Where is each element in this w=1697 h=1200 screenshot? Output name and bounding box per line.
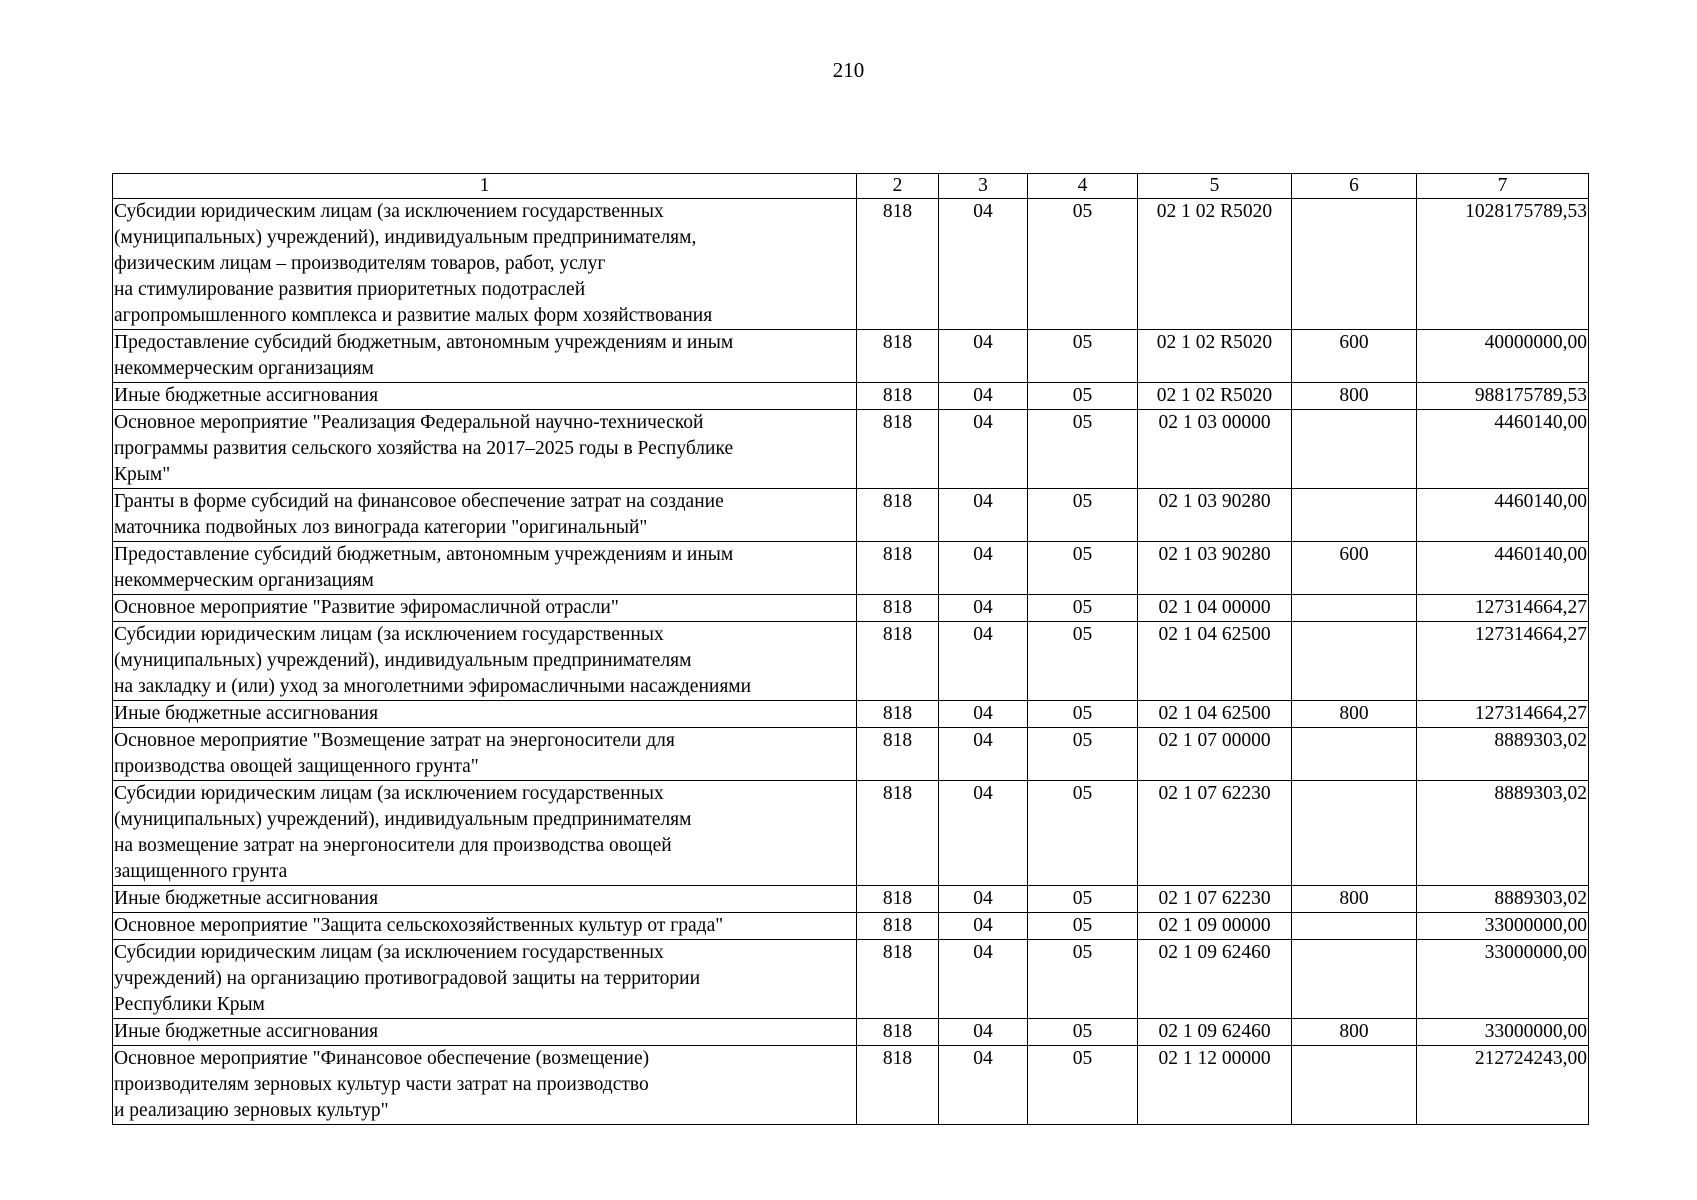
cell-target-article: 02 1 07 62230: [1138, 781, 1292, 886]
cell-subsection-code: 05: [1028, 913, 1138, 940]
table-row: [113, 886, 1589, 913]
cell-subsection-code: 05: [1028, 728, 1138, 781]
table-row: [113, 622, 1589, 701]
cell-ministry-code: 818: [857, 595, 939, 622]
column-header: 6: [1292, 174, 1417, 199]
cell-amount: 33000000,00: [1417, 913, 1589, 940]
cell-ministry-code: 818: [857, 701, 939, 728]
cell-ministry-code: 818: [857, 940, 939, 1019]
cell-ministry-code: 818: [857, 410, 939, 489]
cell-section-code: 04: [939, 330, 1028, 383]
cell-expense-type: [1292, 940, 1417, 1019]
cell-expense-type: [1292, 410, 1417, 489]
cell-target-article: 02 1 12 00000: [1138, 1046, 1292, 1125]
cell-target-article: 02 1 04 62500: [1138, 701, 1292, 728]
column-header: 4: [1028, 174, 1138, 199]
row-description: Субсидии юридическим лицам (за исключением государственных (муниципальных) учреждений), индивидуальным предпринимателям на закладку и (или) уход за многолетними эфиромасличными насаждениями: [113, 622, 857, 701]
cell-subsection-code: 05: [1028, 383, 1138, 410]
cell-expense-type: [1292, 728, 1417, 781]
cell-subsection-code: 05: [1028, 595, 1138, 622]
row-description: Гранты в форме субсидий на финансовое обеспечение затрат на создание маточника подвойных лоз винограда категории "оригинальный": [113, 489, 857, 542]
cell-subsection-code: 05: [1028, 1019, 1138, 1046]
row-description: Иные бюджетные ассигнования: [113, 701, 857, 728]
row-description: Основное мероприятие "Реализация Федеральной научно-технической программы развития сельского хозяйства на 2017–2025 годы в Республике Крым": [113, 410, 857, 489]
table-row: [113, 199, 1589, 330]
cell-target-article: 02 1 04 00000: [1138, 595, 1292, 622]
row-description: Основное мероприятие "Защита сельскохозяйственных культур от града": [113, 913, 857, 940]
header-row: [113, 174, 1589, 199]
cell-section-code: 04: [939, 913, 1028, 940]
column-header: 1: [113, 174, 857, 199]
cell-section-code: 04: [939, 940, 1028, 1019]
cell-subsection-code: 05: [1028, 489, 1138, 542]
cell-section-code: 04: [939, 781, 1028, 886]
cell-target-article: 02 1 02 R5020: [1138, 199, 1292, 330]
cell-expense-type: 800: [1292, 383, 1417, 410]
cell-expense-type: [1292, 913, 1417, 940]
cell-section-code: 04: [939, 1019, 1028, 1046]
cell-amount: 33000000,00: [1417, 940, 1589, 1019]
cell-target-article: 02 1 09 62460: [1138, 1019, 1292, 1046]
row-description: Иные бюджетные ассигнования: [113, 383, 857, 410]
cell-amount: 127314664,27: [1417, 701, 1589, 728]
row-description: Основное мероприятие "Возмещение затрат на энергоносители для производства овощей защищенного грунта": [113, 728, 857, 781]
cell-target-article: 02 1 09 00000: [1138, 913, 1292, 940]
cell-ministry-code: 818: [857, 728, 939, 781]
cell-ministry-code: 818: [857, 199, 939, 330]
row-description: Субсидии юридическим лицам (за исключением государственных (муниципальных) учреждений), индивидуальным предпринимателям на возмещение затрат на энергоносители для производства овощей защищенного грунта: [113, 781, 857, 886]
cell-target-article: 02 1 03 00000: [1138, 410, 1292, 489]
cell-subsection-code: 05: [1028, 622, 1138, 701]
cell-amount: 212724243,00: [1417, 1046, 1589, 1125]
row-description: Предоставление субсидий бюджетным, автономным учреждениям и иным некоммерческим организациям: [113, 542, 857, 595]
table-row: [113, 383, 1589, 410]
cell-subsection-code: 05: [1028, 542, 1138, 595]
cell-ministry-code: 818: [857, 542, 939, 595]
cell-section-code: 04: [939, 383, 1028, 410]
cell-subsection-code: 05: [1028, 781, 1138, 886]
cell-subsection-code: 05: [1028, 940, 1138, 1019]
cell-expense-type: 600: [1292, 542, 1417, 595]
row-description: Иные бюджетные ассигнования: [113, 1019, 857, 1046]
table-row: [113, 781, 1589, 886]
cell-expense-type: [1292, 595, 1417, 622]
cell-ministry-code: 818: [857, 781, 939, 886]
cell-ministry-code: 818: [857, 622, 939, 701]
row-description: Иные бюджетные ассигнования: [113, 886, 857, 913]
cell-amount: 4460140,00: [1417, 410, 1589, 489]
cell-ministry-code: 818: [857, 913, 939, 940]
row-description: Основное мероприятие "Финансовое обеспечение (возмещение) производителям зерновых культур части затрат на производство и реализацию зерновых культур": [113, 1046, 857, 1125]
cell-section-code: 04: [939, 542, 1028, 595]
budget-table: [112, 173, 1589, 1125]
cell-amount: 1028175789,53: [1417, 199, 1589, 330]
cell-target-article: 02 1 07 00000: [1138, 728, 1292, 781]
cell-expense-type: [1292, 1046, 1417, 1125]
cell-ministry-code: 818: [857, 1046, 939, 1125]
cell-target-article: 02 1 04 62500: [1138, 622, 1292, 701]
cell-ministry-code: 818: [857, 330, 939, 383]
table-row: [113, 940, 1589, 1019]
cell-target-article: 02 1 07 62230: [1138, 886, 1292, 913]
column-header: 3: [939, 174, 1028, 199]
cell-expense-type: 800: [1292, 886, 1417, 913]
table-row: [113, 728, 1589, 781]
cell-amount: 127314664,27: [1417, 622, 1589, 701]
cell-target-article: 02 1 09 62460: [1138, 940, 1292, 1019]
cell-section-code: 04: [939, 622, 1028, 701]
cell-section-code: 04: [939, 728, 1028, 781]
cell-expense-type: [1292, 622, 1417, 701]
cell-section-code: 04: [939, 489, 1028, 542]
cell-ministry-code: 818: [857, 886, 939, 913]
cell-expense-type: 800: [1292, 701, 1417, 728]
row-description: Субсидии юридическим лицам (за исключением государственных (муниципальных) учреждений), индивидуальным предпринимателям, физическим лицам – производителям товаров, работ, услуг на стимулирование развития приоритетных подотраслей агропромышленного комплекса и развитие малых форм хозяйствования: [113, 199, 857, 330]
table-row: [113, 489, 1589, 542]
row-description: Предоставление субсидий бюджетным, автономным учреждениям и иным некоммерческим организациям: [113, 330, 857, 383]
cell-section-code: 04: [939, 595, 1028, 622]
row-description: Основное мероприятие "Развитие эфиромасличной отрасли": [113, 595, 857, 622]
table-row: [113, 410, 1589, 489]
cell-expense-type: [1292, 781, 1417, 886]
table-row: [113, 913, 1589, 940]
page-number: 210: [832, 58, 865, 82]
cell-section-code: 04: [939, 410, 1028, 489]
cell-amount: 8889303,02: [1417, 781, 1589, 886]
cell-subsection-code: 05: [1028, 1046, 1138, 1125]
cell-subsection-code: 05: [1028, 886, 1138, 913]
cell-section-code: 04: [939, 199, 1028, 330]
cell-ministry-code: 818: [857, 489, 939, 542]
cell-ministry-code: 818: [857, 383, 939, 410]
column-header: 2: [857, 174, 939, 199]
cell-subsection-code: 05: [1028, 199, 1138, 330]
cell-expense-type: [1292, 489, 1417, 542]
cell-expense-type: [1292, 199, 1417, 330]
cell-amount: 4460140,00: [1417, 542, 1589, 595]
cell-amount: 8889303,02: [1417, 886, 1589, 913]
cell-amount: 127314664,27: [1417, 595, 1589, 622]
cell-amount: 33000000,00: [1417, 1019, 1589, 1046]
cell-section-code: 04: [939, 886, 1028, 913]
column-header: 7: [1417, 174, 1589, 199]
cell-amount: 4460140,00: [1417, 489, 1589, 542]
cell-subsection-code: 05: [1028, 701, 1138, 728]
cell-amount: 8889303,02: [1417, 728, 1589, 781]
cell-amount: 988175789,53: [1417, 383, 1589, 410]
cell-subsection-code: 05: [1028, 330, 1138, 383]
table-row: [113, 1046, 1589, 1125]
cell-section-code: 04: [939, 701, 1028, 728]
column-header: 5: [1138, 174, 1292, 199]
table-row: [113, 1019, 1589, 1046]
cell-target-article: 02 1 02 R5020: [1138, 330, 1292, 383]
cell-ministry-code: 818: [857, 1019, 939, 1046]
row-description: Субсидии юридическим лицам (за исключением государственных учреждений) на организацию противоградовой защиты на территории Республики Крым: [113, 940, 857, 1019]
table-row: [113, 542, 1589, 595]
cell-amount: 40000000,00: [1417, 330, 1589, 383]
table-row: [113, 595, 1589, 622]
cell-target-article: 02 1 02 R5020: [1138, 383, 1292, 410]
cell-section-code: 04: [939, 1046, 1028, 1125]
cell-target-article: 02 1 03 90280: [1138, 542, 1292, 595]
table-row: [113, 330, 1589, 383]
cell-expense-type: 800: [1292, 1019, 1417, 1046]
cell-expense-type: 600: [1292, 330, 1417, 383]
cell-subsection-code: 05: [1028, 410, 1138, 489]
table-row: [113, 701, 1589, 728]
cell-target-article: 02 1 03 90280: [1138, 489, 1292, 542]
